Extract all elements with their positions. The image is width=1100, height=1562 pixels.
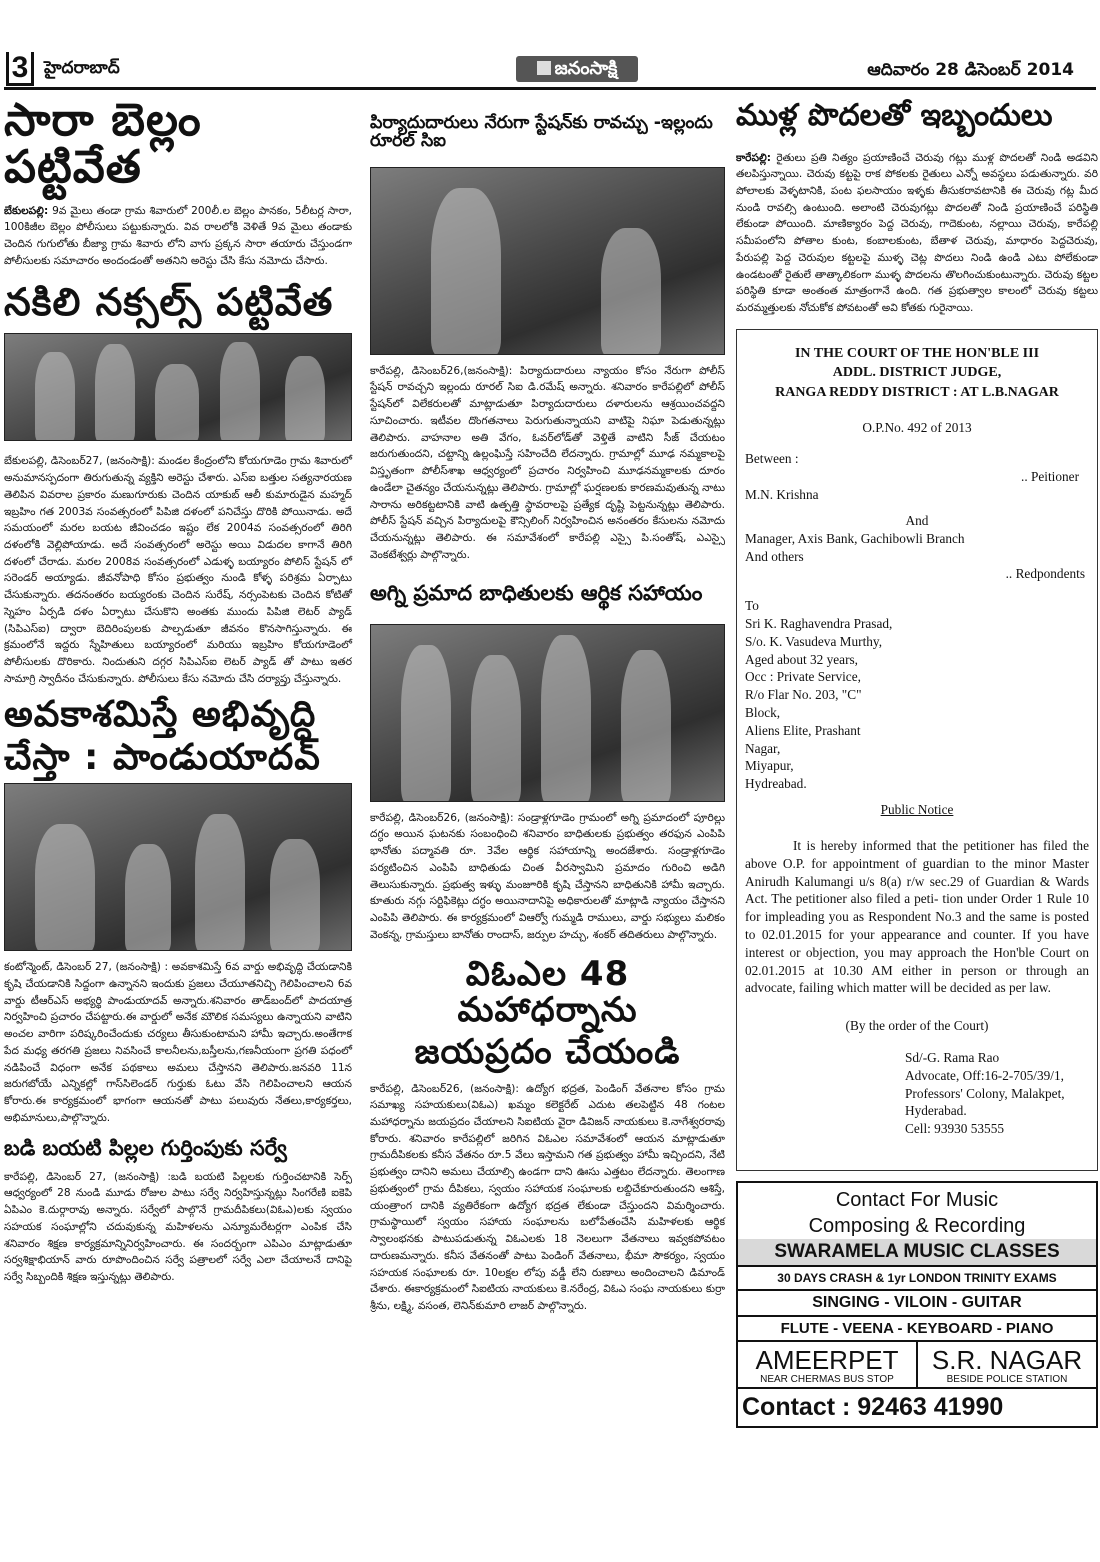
article-text: రైతులు ప్రతి నిత్యం ప్రయాణించే చెరువు గట్లు ముళ్ల పొదలతో నిండి అడవిని తలపిస్తున్నాయి. చెరువు కట్టపై రాక పోకలకు రైతులు ఎన్నో అవస్థలు పడుతున్నారు. వరి పోలాలకు వెళ్ళటానికి, పంట ఫలసాయం ఇళ్ళకు తీసుకరావటానికి ఈ చెరువు గట్ల మీద నుండి రావల్సి ఉంటుంది. అలాంటి చెరువుగట్లు పొదలతో నిండి ప్రయాణించే పరిస్థితి లేకుండా పోయింది. మాణిక్యారం పెద్ద చెరువు, గాదెకుంట, నల్లాయి చెరువు, కారేపల్లి సమీపంలోని పోతాల కుంట, కంబాలకుంట, బేతాళ చెరువు, మాధారం పెద్దచెరువు, పేరుపల్లి పెద్ద చెరువుల కట్టలపై ముళ్ళ చెట్ల పొదలు నిండి ఉండి ఎటు పోలేకుండా ఉండటంతో రైతులే తాత్కాలికంగా ముళ్ళ పొదలను తొలగించుకుంటున్నారు. చెరువు కట్టల పరిస్థితి కూడా అంతంత మాత్రంగానే ఉంది. గత ప్రభుత్వాల కాలంలో చెరువు కట్టలు మరమ్మత్తులకు నోచుకోక పోవటంతో అవి కోతకు గురైనాయి. (736, 151, 1098, 315)
column-left (4, 92, 352, 1286)
article-voa-dharna: కారేపల్లి, డిసెంబర్26, (జనంసాక్షి): ఉద్యోగ భద్రత, పెండింగ్ వేతనాల కోసం గ్రామ సమాఖ్య సహయకులు(విఓఎ) ఖమ్మం కలెక్టరేట్ ఎదుట తలపెట్టిన 48 గంటల మహాధర్నాను జయప్రదం చేయాలని సిఐటియ వైరా డివిజన్ నాయకులు కె.నాగేశ్వరరావు కోరారు. శనివారం కారేపల్లిలో జరిగిన విఓఎల సమావేశంలో ఆయన మాట్లాడుతూ గ్రామదీపికలకు కనీస వేతనం రూ.5 వేలు ఇస్తామని గత ప్రభుత్వం హామీ ఇచ్చిందని, నేటి ప్రభుత్వం దానిని అమలు చేయాల్సి ఉండగా దాని ఊసు ఎత్తటం లేదన్నారు. తెలంగాణ ప్రభుత్వంలో గ్రామ దీపికలు, స్వయం సహాయక సంఘాలకు లబ్దిచేకూరుతుందని ఆశిస్తే, యంత్రాంగ దానికి వ్యతిరేకంగా ఉద్యోగ భద్రత లేకుండా చేస్తుందని విమర్శించారు. గ్రామస్థాయిలో స్వయం సహాయ సంఘాలను బలోపేతంచేసి మహిళలకు ఆర్థిక స్వాలంభనకు పాటుపడుతున్న విఓఎలకు 18 నెలలుగా వేతనాలు ఇవ్వకపోవటం దారుణమన్నారు. కనీస వేతనంతో పాటు పెండింగ్ వేతనాలు, భీమా సౌకర్యం, స్వయం సహయక సంఘాలకు రూ. 10లక్షల లోపు వడ్డీ లేని రుణాలు అందించాలని డిమాండ్ చేశారు. ఈకార్యక్రమంలో సిఐటియ నాయకులు కె.నరేంద్ర, విఓఎ సంఘ నాయకులు కుర్రా శ్రీను, లక్ష్మి, వసంత, లెనిన్‌కుమారి లాజర్ పాల్గొన్నారు. (370, 1082, 725, 1313)
court-title-2: ADDL. DISTRICT JUDGE, (832, 365, 1002, 381)
signature-line: Advocate, Off:16-2-705/39/1, (905, 1067, 1064, 1083)
newspaper-logo (516, 56, 638, 82)
logo-text: జనంసాక్షి (554, 58, 618, 79)
addressee-line: To (745, 598, 759, 614)
addressee-line: Aliens Elite, Prashant (745, 722, 861, 738)
headline-pandu-yadav-l1: అవకాశమిస్తే అభివృద్ధి (4, 693, 317, 735)
headline-school-survey: బడి బయటి పిల్లల గుర్తింపుకు సర్వే (4, 1135, 287, 1160)
advocate-signature (745, 1049, 1089, 1138)
photo-aid-handover (370, 624, 725, 802)
dateline: కారేపల్లి: (736, 151, 772, 164)
addressee-line: Block, (745, 705, 781, 720)
ad-branches (738, 1340, 1096, 1388)
addressee-line: Nagar, (745, 740, 781, 756)
headline-fire-victims: అగ్ని ప్రమాద బాధితులకు ఆర్థిక సహాయం (370, 580, 703, 605)
dateline: బేకులపల్లి: (4, 204, 49, 217)
branch-ameerpet (738, 1342, 916, 1388)
petitioner-role: .. Peitioner (1021, 469, 1079, 485)
signature-line: Professors' Colony, Malakpet, (905, 1085, 1065, 1101)
notice-body: It is hereby informed that the petitioner has filed the above O.P. for appointment of guardian to the minor Master Anirudh Kalumangi u/s 8(a) r/w sec.29 of Guardian & Wards Act. The petitioner also filed a peti- tion under Order 1 Rule 10 for impleading you as Respondent No.3 and the same is posted to 02.01.2015 for your appearance and counter. If you have interest or objection, you may approach the Hon'ble Court on 02.01.2015 at 10.30 AM either in person or through an advocate, failing which matter will be decided as per law. (745, 837, 1089, 996)
branch-landmark: NEAR CHERMAS BUS STOP (760, 1374, 894, 1386)
branch-name: AMEERPET (755, 1344, 899, 1375)
respondent-role: .. Redpondents (1005, 566, 1085, 582)
ad-instruments-1: SINGING - VILOIN - GUITAR (738, 1289, 1096, 1315)
public-notice-heading: Public Notice (880, 802, 954, 818)
headline-pandu-yadav-l2: చేస్తా : పాండుయాదవ్ (4, 737, 321, 779)
court-title-1: IN THE COURT OF THE HON'BLE III (794, 345, 1040, 361)
page-number: 3 (6, 52, 34, 86)
headline-complainants: పిర్యాదుదారులు నేరుగా స్టేషన్‌కు రావచ్చు -ఇల్లందు రూరల్ సిఐ (370, 113, 713, 152)
court-public-notice (736, 329, 1098, 1171)
between-label: Between : (745, 451, 799, 467)
article-sara-bellam (4, 203, 352, 270)
addressee-line: Sri K. Raghavendra Prasad, (745, 615, 893, 631)
article-fire-victims: కారేపల్లి, డిసెంబర్26, (జనంసాక్షి): సండ్రాళ్లగూడెం గ్రామంలో అగ్ని ప్రమాదంలో పూరిల్లు దగ్ధం అయిన ఘటనకు సంబంధించి శనివారం బాధితులకు ప్రభుత్వం తరఫున ఎంపిపి భానోతు పద్మావతి రూ. 3వేల ఆర్థిక సహాయాన్ని అందజేశారు. సండ్రాళ్లగూడెం పర్యటించిన ఎంపిపి బాధితుడు చింత వీరస్వామిని ప్రమాదం గురించి అడిగి తెలుసుకున్నారు. ప్రభుత్వ ఇళ్ళు మంజూరికి కృషి చేస్తానని బాధితునికి హామీ ఇచ్చారు. కూతురు నగ్గు సర్టిఫికెట్లు దగ్ధం అయినాదానిపై అధికారులతో మాట్లాడి న్యాయం చేస్తానని ఎంపిపి తెలిపారు. ఈ కార్యక్రమంలో విఆర్వో గుమ్మడి రాములు, వార్డు సభ్యులు మలికం వెంకన్న, గ్రామస్తులు బానోతు రాందాస్, జర్పుల హచ్చు, శంకర్ తదితరులు పాల్గొన్నారు. (370, 811, 725, 941)
article-thorn-bushes (736, 150, 1098, 317)
signature-line: Cell: 93930 53555 (905, 1121, 1004, 1137)
article-school-survey: కారేపల్లి, డిసెంబర్ 27, (జనంసాక్షి) :బడి బయటి పిల్లలకు గుర్తించటానికి సెర్ప్ ఆధ్వర్యంలో 28 నుండి మూడు రోజుల పాటు సర్వే నిర్వహిస్తున్నట్లు సింగరేణి ఐకెపి ఏపిఎం కె.దుర్గారావు అన్నారు. సర్వేలో పాల్గొనే గ్రామదీపికలు(విఓఎ)లకు స్వయం సహయక సంఘాల్లోని చదువుకున్న మహిళలను ఎన్యూమరేటర్లగా ఎంపిక చేసి శనివారం శిక్షణ కార్యక్రమాన్నినిర్వహించారు. ఈ సందర్బంగా ఎపిఎం మాట్లాడుతూ సర్వశిక్షాభియాన్ వారు రూపొందించిన సర్వే పత్రాలలో సర్వే ఎలా చేయాలనే దానిపై సర్వే సిబ్బందికి శిక్షణ ఇస్తున్నట్లు తెలిపారు. (4, 1170, 352, 1283)
addressee-line: Hydreabad. (745, 776, 807, 792)
headline-thorn-bushes: ముళ్ల పొదలతో ఇబ్బందులు (736, 98, 1053, 133)
addressee-line: R/o Flar No. 203, "C" (745, 687, 862, 703)
ad-contact-number: Contact : 92463 41990 (738, 1387, 1096, 1426)
and-label: And (905, 512, 929, 528)
ad-instruments-2: FLUTE - VEENA - KEYBOARD - PIANO (738, 1315, 1096, 1340)
column-right (736, 92, 1098, 1428)
ad-school-name: SWARAMELA MUSIC CLASSES (738, 1239, 1096, 1265)
headline-sara-bellam: సారా బెల్లం పట్టివేత (4, 93, 202, 194)
edition-city: హైదరాబాద్ (44, 58, 120, 78)
addressee-line: Miyapur, (745, 758, 794, 774)
article-fake-naxals: బేకులపల్లి, డిసెంబర్27, (జనంసాక్షి): మండల కేంద్రంలోని కోయగూడెం గ్రామ శివారులో అనుమానస్పదంగా తిరుగుతున్న వ్యక్తిని అరెస్టు చేశారు. ఎస్ఐ బత్తుల సత్యనారయణ తెలిపిన వివరాల ప్రకారం మణుగూరుకు చెందిన యాకుబ్ ఆలీ కుమారుడైన మహ్మద్ ఇబ్రహిం గత 2003వ సంవత్సరంలో పిపిజి దళంలో పనిచేస్తు దొరికి పోయినాడు. అదే సమయంలో మరల బయట జీవించడం ఇష్టం లేక 2004వ సంవత్సరంలో తిరిగి దళంలోకి వెల్లిపోయాడు. అదే సంవత్సరంలో అరెస్టు అయి విడుదల కాగానే తిరిగి దళంలో చేరాడు. మరల 2008వ సంవత్సరంలో ఎడుళ్ళ బయ్యారం పోలిస్ స్టేషన్ లో సరెండర్ అయ్యాడు. జీవనోపాధి కోసం ప్రభుత్వం నుండి కోళ్ళ పరిశ్రమ ఏర్పాటు చేసుకున్నారు. తదనంతరం బయ్యరంకు చెందిన సురేష్, నర్సంపెటకు చెందిన కోటితో స్నెహం ఏర్పడి దళం ఏర్పాటు చేసుకొని అంతకు ముందు పిపిజి లెటర్ ప్యాడ్ (సిపిఎస్ఐ) ద్వారా బెదిరింపులకు పాల్పడుతూ జీవనం కొనసాగిస్తున్నారు. ఈ క్రమంలోనే ఇద్దరు స్నేహితులు బయ్యారంలో మరియు ఇబ్రహిం కోయగూడెంలో పోలీసులకు దొరికారు. నిందుతుని దగ్గర సిపిఎస్ఐ లెటర్ ప్యాడ్ తో పాటు ఇతర సామాగ్రి స్వాదీనం చేసుకున్నారు. పోలీసులు కేసు నమోదు చేసి దర్యాప్తు చేస్తున్నారు. (4, 455, 352, 685)
court-title-3: RANGA REDDY DISTRICT : AT L.B.NAGAR (775, 385, 1059, 401)
map-emblem-icon (537, 61, 551, 75)
masthead-rule (4, 87, 1096, 90)
photo-arrested-group (4, 333, 352, 441)
article-complainants: కారేపల్లి, డిసెంబర్26,(జనంసాక్షి): పిర్యాదుదారులు న్యాయం కోసం నేరుగా పోలీస్ స్టేషన్ రావచ్చని ఇల్లందు రూరల్ సిఐ డి.రమేష్ అన్నారు. శనివారం కారేపల్లిలో పోలీస్ స్టేషన్‌లో విలేకరులతో మాట్లాడుతూ పిర్యాదుదారులు దళారులను ఆశ్రయించవద్దని సూచించారు. ఇటీవల దొంగతనాలు పెరుగుతున్నాయని వాటిపై నిఘా పెడుతున్నట్లు తెలిపారు. వాహనాల అతి వేగం, ఓవర్‌లోడ్‌తో వెళ్తితే వాటిని సీజ్ చేయటం జరుగుతుందని, చట్టాన్ని ఉల్లంఘిస్తే సహించేది లేదన్నారు. గ్రామాల్లో మూఢ నమ్మకాలపై విస్తృతంగా పోలీస్‌శాఖ ఆధ్వర్యంలో ప్రచారం నిర్వహించి మూఢనమ్మకాలకు దూరం ఉండేలా చైతన్యం చేయనున్నట్లు తెలిపారు. గ్రామాల్లో ఘర్షణలకు కారణమవుతున్న నాటు సారాను అరికట్టటానికి వాటి ఉత్పత్తి స్థావరాలపై ప్రత్యేక దృష్టి పెట్టనున్నట్లు తెలిపారు. పోలీస్ స్టేషన్ వచ్చిన పిర్యాదులపై కౌన్సిలింగ్ నిర్వహించిన అనంతరం కేసులను నమోదు చేయనున్నట్లు తెలిపారు. ఈ సమావేశంలో కారేపల్లి ఎస్సై పి.సంతోష్, ఎఎస్సై వెంకటేశ్వర్లు పాల్గొన్నారు. (370, 364, 725, 561)
photo-police-station (370, 167, 725, 355)
headline-voa-dharna-l1: విఓఎల 48 మహాధర్నాను (457, 954, 638, 1031)
article-pandu-yadav: కంటోన్మెంట్, డిసెంబర్ 27, (జనంసాక్షి) : అవకాశమిస్తే 6వ వార్డు అభివృద్ధి చేయడానికి కృషి చేయడానికి సిద్దంగా ఉన్నానని ఇందుకు ప్రజలు చేయూతనిచ్చి గెలిపించాలని 6వ వార్డు టీఆర్ఎస్ అభ్యర్థి పాండుయాదవ్ అన్నారు.శనివారం తాడ్‌బంద్‌లో పాదయాత్ర నిర్వహించి ప్రచారం చేపట్టారు.ఈ వార్డులో అనేక మౌలిక సమస్యలు ఉన్నాయని వాటిని అంచల వారిగా పరిష్కరించేందుకు చర్యలు తీసుకుంటామని హామీ ఇచ్చారు.అంతేగాక పేద మధ్య తరగతి ప్రజలు నివసించే కాలనీలను,బస్తీలను,గణనీయంగా ప్రగతి పధంలో నడిపించే విధంగా అనేక పథకాలు అమలు చేస్తానని తెలిపారు.జనవరి 11న జరుగబోయే ఎన్నికల్లో గాస్‌సిలెండర్ గుర్తుకు ఓటు వేసి గెలిపించాలని ఆయన కోరారు.ఈ కార్యక్రమంలో భాగంగా ఆయనతో పాటు పలువురు నేతలు,కార్యకర్తలు, అభిమానులు,పాల్గొన్నారు. (4, 961, 352, 1124)
court-order-line: (By the order of the Court) (845, 1018, 989, 1034)
masthead (0, 52, 1100, 88)
ad-line-2: Composing & Recording (808, 1214, 1026, 1237)
photo-campaign-crowd (4, 783, 352, 951)
addressee-line: Aged about 32 years, (745, 651, 858, 667)
headline-fake-naxals: నకిలి నక్సల్స్ పట్టివేత (4, 280, 334, 325)
addressee-line: Occ : Private Service, (745, 669, 861, 685)
branch-landmark: BESIDE POLICE STATION (946, 1374, 1068, 1386)
ad-line-1: Contact For Music (835, 1188, 999, 1211)
petitioner-name: M.N. Krishna (745, 487, 819, 503)
addressee-block (745, 597, 1089, 793)
addressee-line: S/o. K. Vasudeva Murthy, (745, 633, 883, 649)
signature-line: Hyderabad. (905, 1103, 967, 1119)
respondent-line-1: Manager, Axis Bank, Gachibowli Branch (745, 530, 965, 546)
branch-sr-nagar (916, 1342, 1096, 1388)
music-classes-ad (736, 1181, 1098, 1429)
signature-line: Sd/-G. Rama Rao (905, 1050, 1000, 1065)
branch-name: S.R. NAGAR (931, 1344, 1083, 1375)
ad-courses: 30 DAYS CRASH & 1yr LONDON TRINITY EXAMS (738, 1265, 1096, 1289)
case-number: O.P.No. 492 of 2013 (862, 419, 972, 435)
respondent-line-2: And others (745, 548, 804, 564)
column-middle (370, 92, 725, 1315)
issue-date: ఆదివారం 28 డిసెంబర్ 2014 (867, 60, 1074, 80)
article-text: 9వ మైలు తండా గ్రామ శివారులో 200లీ.ల బెల్లం పానకం, 5లీటర్ల సారా, 100కిజీల బెల్లం పోలీసులు పట్టుకున్నారు. వివ రాలలోకి వెళితే 9వ మైలు తండాకు చెందిన గుగులోతు బీజ్యా గ్రామ శివారు లోని వాగు ప్రక్కన సారా తయారు చేస్తుండగా పోలీసులకు సమాచారం అందండంతో అతనిని అరెస్టు చేసి కేసు నమోదు చేసారు. (4, 204, 352, 267)
headline-voa-dharna-l2: జయప్రదం చేయండి (414, 1031, 681, 1072)
